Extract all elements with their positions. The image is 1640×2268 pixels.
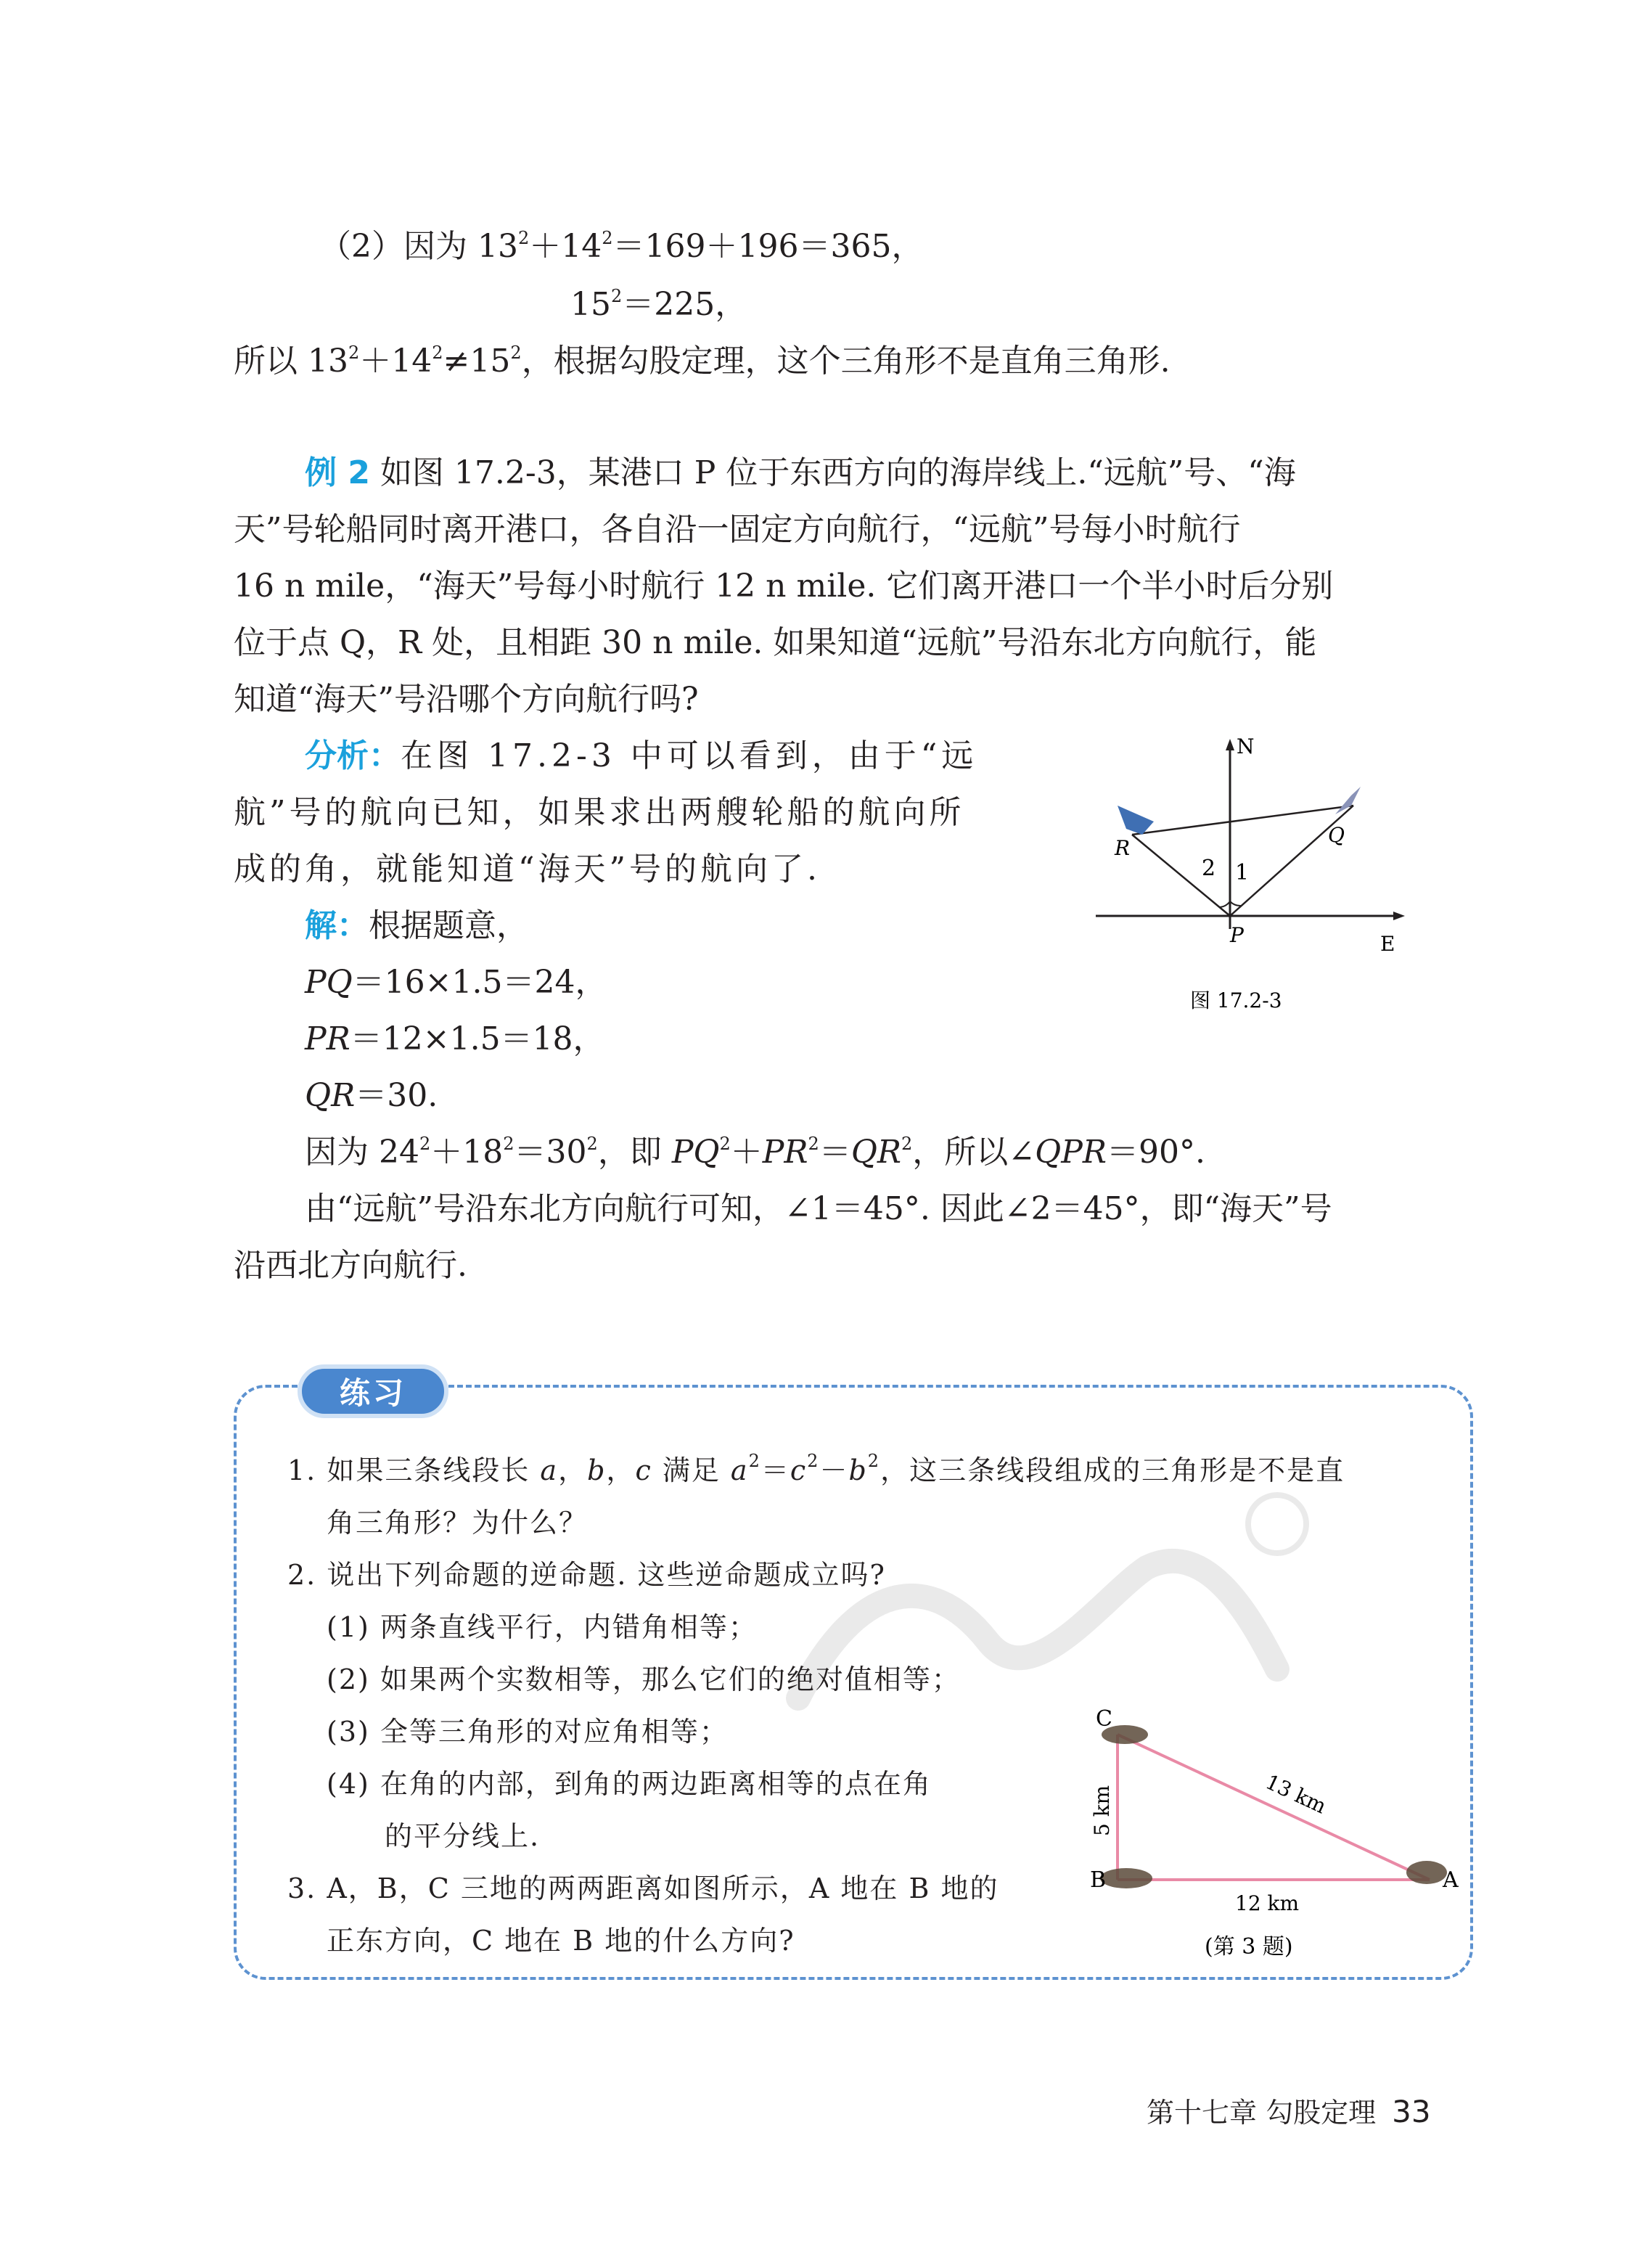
- analysis-line3: 成的角，就能知道“海天”号的航向了.: [234, 851, 821, 888]
- solution-label: 解：: [305, 907, 369, 944]
- label-ac-distance: 13 km: [1262, 1769, 1330, 1819]
- north-arrow-icon: [1226, 739, 1234, 750]
- label-ab-distance: 12 km: [1235, 1891, 1300, 1915]
- exercise-q2-4-line1: (4) 在角的内部，到角的两边距离相等的点在角: [327, 1768, 932, 1800]
- label-bc-distance: 5 km: [1090, 1785, 1114, 1836]
- part2-conclusion: 所以 $13^2+14^2\ne 15^2$，根据勾股定理，这个三角形不是直角三角形.: [234, 343, 1170, 380]
- analysis-line1: [305, 734, 977, 778]
- exercise-q3-line2: 正东方向，C 地在 B 地的什么方向?: [327, 1925, 795, 1957]
- part2-line2: $15^2=225$，: [570, 286, 747, 323]
- figure-question-3: [1074, 1691, 1466, 1967]
- label-B: B: [1090, 1867, 1107, 1893]
- label-angle-1: 1: [1235, 860, 1250, 885]
- exercise-q3-line1: 3. A，B，C 三地的两两距离如图所示，A 地在 B 地的: [287, 1872, 999, 1904]
- angle-1-arc: [1230, 901, 1241, 906]
- exercise-q2-4-line2: 的平分线上.: [385, 1820, 541, 1852]
- solution-eq3: QR＝30.: [305, 1077, 438, 1114]
- angle-2-arc: [1219, 901, 1230, 907]
- label-angle-2: 2: [1202, 856, 1216, 881]
- solution-eq1: PQ＝16×1.5＝24，: [305, 964, 607, 1001]
- example2-label: 例 2: [305, 454, 370, 491]
- exercise-q2-2: (2) 如果两个实数相等，那么它们的绝对值相等；: [327, 1663, 961, 1695]
- place-A-icon: [1406, 1861, 1447, 1884]
- solution-line4: 因为 $24^2+18^2=30^2$，即 $PQ^2+PR^2=QR^2$，所以∠QPR＝90°.: [305, 1134, 1205, 1171]
- analysis-label: 分析：: [305, 737, 401, 774]
- exercise-q1-line2: 角三角形？为什么？: [327, 1507, 589, 1539]
- solution-eq2: PR＝12×1.5＝18，: [305, 1020, 605, 1057]
- solution-line1: [305, 904, 528, 948]
- solution-line6: 沿西北方向航行.: [234, 1247, 467, 1284]
- exercise-q1-line1: 1. 如果三条线段长 a，b，c 满足 $a^2=c^2-b^2$，这三条线段组成的三角形是不是直: [287, 1451, 1345, 1486]
- label-N: N: [1237, 734, 1255, 758]
- label-P: P: [1230, 923, 1244, 947]
- label-E: E: [1380, 932, 1395, 956]
- label-C: C: [1096, 1706, 1112, 1732]
- example2-line1: [305, 451, 1473, 495]
- analysis-line2: 航”号的航向已知，如果求出两艘轮船的航向所: [234, 794, 965, 831]
- analysis-text-1: 在图 17.2-3 中可以看到，由于“远: [401, 737, 978, 774]
- segment-CA: [1118, 1735, 1430, 1880]
- solution-intro: 根据题意，: [369, 907, 528, 944]
- figure-q3-caption: (第 3 题): [1205, 1934, 1293, 1960]
- label-Q: Q: [1328, 823, 1345, 847]
- figure-caption: 图 17.2-3: [1190, 988, 1282, 1012]
- example2-line4: 位于点 Q，R 处，且相距 30 n mile. 如果知道“远航”号沿东北方向航行，能: [234, 624, 1317, 661]
- east-arrow-icon: [1393, 912, 1405, 920]
- exercise-q2: 2. 说出下列命题的逆命题. 这些逆命题成立吗?: [287, 1559, 886, 1591]
- ship-R-icon: [1118, 806, 1154, 835]
- exercise-q2-3: (3) 全等三角形的对应角相等；: [327, 1716, 729, 1748]
- figure-17-2-3: [1081, 733, 1415, 1038]
- segment-RQ: [1132, 806, 1353, 835]
- page-footer: [1147, 2090, 1431, 2134]
- chapter-title: 第十七章 勾股定理: [1147, 2097, 1377, 2129]
- label-R: R: [1115, 836, 1131, 860]
- example2-text-1: 如图 17.2-3，某港口 P 位于东西方向的海岸线上.“远航”号、“海: [380, 454, 1296, 491]
- exercise-tab: 练习: [298, 1364, 448, 1418]
- example2-line2: 天”号轮船同时离开港口，各自沿一固定方向航行，“远航”号每小时航行: [234, 511, 1241, 548]
- example2-line3: 16 n mile，“海天”号每小时航行 12 n mile. 它们离开港口一个半小时后分别: [234, 568, 1334, 605]
- label-A: A: [1443, 1867, 1459, 1893]
- part2-line1: （2）因为 $13^2+14^2=169+196=365$，: [319, 228, 924, 265]
- page-number: 33: [1392, 2094, 1431, 2129]
- example2-line5: 知道“海天”号沿哪个方向航行吗?: [234, 681, 699, 718]
- solution-line5: 由“远航”号沿东北方向航行可知，∠1＝45°. 因此∠2＝45°，即“海天”号: [305, 1190, 1332, 1227]
- place-B-icon: [1100, 1868, 1152, 1888]
- exercise-q2-1: (1) 两条直线平行，内错角相等；: [327, 1611, 758, 1643]
